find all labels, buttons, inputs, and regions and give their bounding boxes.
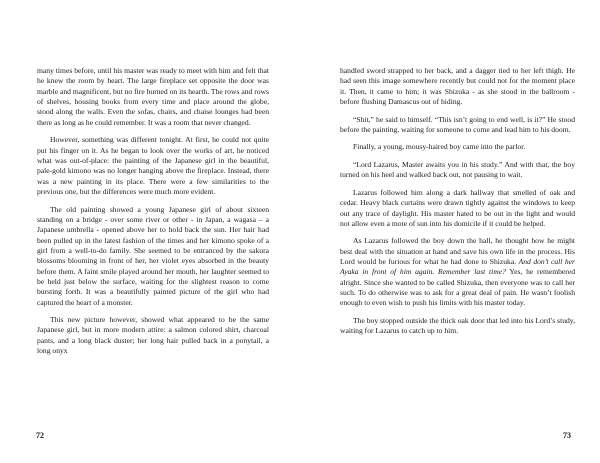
right-paragraph-1: handled sword strapped to her back, and a dagger tied to her left thigh. He had seen this image somewhere recently but could not for the moment place it. Then, it came to him; it was Shizuka - as she stood in the ballroom - before flushing Damascus out of hiding.: [340, 66, 575, 107]
right-paragraph-6: [340, 236, 575, 308]
left-paragraph-2: However, something was different tonight. At first, he could not quite put his finger on it. As he began to look over the works of art, he noticed what was out-of-place: the painting of the Japanese girl in the beautiful, pale-gold kimono was no longer hanging above the fireplace. Instead, there was a new painting in its place. There were a few similarities to the previous one, but the differences were much more evident.: [37, 135, 269, 196]
left-page-number: 72: [36, 431, 44, 440]
right-paragraph-6-italic: And don’t call her Ayaka in front of him again. Remember last time?: [340, 257, 575, 277]
right-page-number: 73: [563, 431, 571, 440]
right-paragraph-2: “Shit,” he said to himself. “This isn’t going to end well, is it?” He stood before the painting, waiting for someone to come and lead him to his doom.: [340, 114, 575, 134]
right-paragraph-6-end: Yes, he remembered alright. Since she wanted to be called Shizuka, then everyone was to call her such. To do otherwise was to ask for a great deal of pain. He wasn’t foolish enough to even wish to push his limits with his master today.: [340, 267, 575, 308]
right-paragraph-4: “Lord Lazarus, Master awaits you in his study.” And with that, the boy turned on his heel and walked back out, not pausing to wait.: [340, 159, 575, 180]
right-page: [340, 66, 575, 337]
left-paragraph-1: many times before, until his master was ready to meet with him and felt that he knew the room by heart. The large fireplace set opposite the door was marble and magnificent, but no fire burned on its hearth. The rows and rows of shelves, housing books from every time and place around the globe, stood along the walls. Even the sofas, chairs, and chaise lounges had been there as long as he could remember. It was a room that never changed.: [37, 66, 269, 127]
left-page: [37, 66, 269, 357]
right-paragraph-6-start: As Lazarus followed the boy down the hall, he thought how he might best deal with the situation at hand and save his own life in the process. His Lord would be furious for what he had done to Shizuka.: [340, 236, 575, 267]
right-paragraph-3: Finally, a young, mousy-haired boy came into the parlor.: [353, 142, 526, 152]
left-paragraph-3: The old painting showed a young Japanese girl of about sixteen standing on a bridge - over some river or other - in Japan, a wagasa – a Japanese umbrella - opened above her to hold back the sun. Her hair had been pulled up in the latest fashion of the times and her kimono spoke of a girl from a well-to-do family. She seemed to be entranced by the sakura blossoms blooming in front of her, her violet eyes absorbed in the beauty before them. A faint smile played around her mouth, her laughter seemed to be held just below the surface, waiting for the slightest reason to come bursting forth. It was a beautifully painted picture of the girl who had captured the heart of a monster.: [37, 204, 269, 307]
left-paragraph-4: This new picture however, showed what appeared to be the same Japanese girl, but in more modern attire: a salmon colored shirt, charcoal pants, and a long black duster; her long hair pulled back in a ponytail, a long onyx: [37, 315, 269, 356]
right-paragraph-7: The boy stopped outside the thick oak door that led into his Lord’s study, waiting for Lazarus to catch up to him.: [340, 316, 575, 336]
right-paragraph-5: Lazarus followed him along a dark hallway that smelled of oak and cedar. Heavy black curtains were drawn tightly against the windows to keep out any trace of daylight. His master hated to be out in the light and would not allow even a mote of sun into his domicile if it could be helped.: [340, 187, 575, 228]
